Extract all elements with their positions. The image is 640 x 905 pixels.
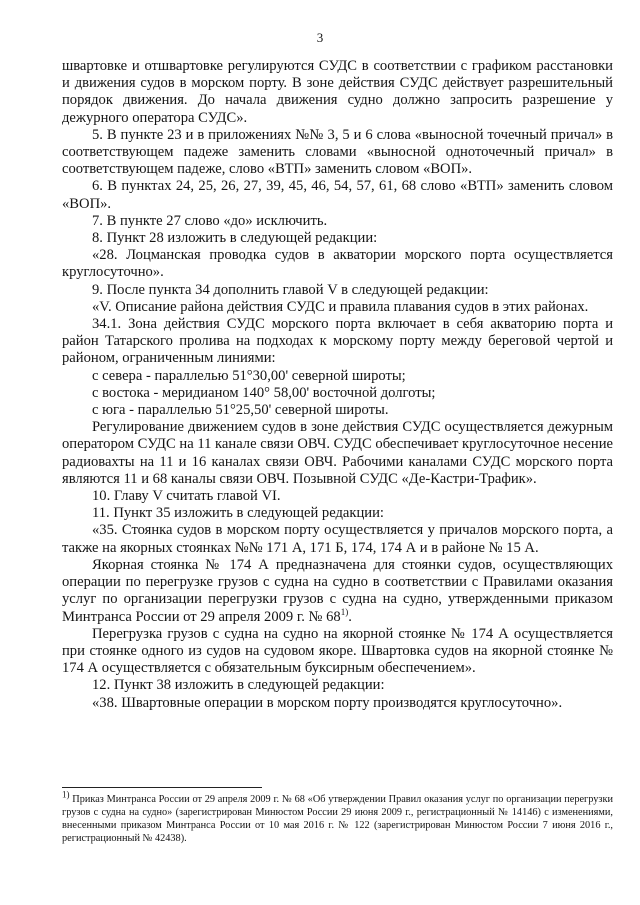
footnote-marker: 1) bbox=[62, 789, 70, 800]
paragraph: швартовке и отшвартовке регулируются СУДС в соответствии с графиком расстановки и движения судов в морском порту. В зоне действия СУДС действует разрешительный порядок движения. До начала движения судно должно запросить разрешение у дежурного оператора СУДС». bbox=[62, 58, 613, 126]
footnote-divider bbox=[62, 787, 262, 788]
paragraph: 5. В пункте 23 и в приложениях №№ 3, 5 и 6 слова «выносной точечный причал» в соответствующем падеже заменить словами «выносной одноточечный причал» в соответствующем падеже, слово «ВТП» заменить словом «ВОП». bbox=[62, 126, 613, 178]
boundary-line: с юга - параллелью 51°25,50' северной широты. bbox=[92, 402, 389, 419]
paragraph: «35. Стоянка судов в морском порту осуществляется у причалов морского порта, а также на якорных стоянках №№ 171 А, 171 Б, 174, 174 А и в районе № 15 А. bbox=[62, 522, 613, 556]
paragraph: Регулирование движением судов в зоне действия СУДС осуществляется дежурным оператором СУДС на 11 канале связи ОВЧ. СУДС обеспечивает круглосуточное несение радиовахты на 11 и 16 каналах связи ОВЧ. Рабочими каналами СУДС морского порта являются 11 и 68 каналы связи ОВЧ. Позывной СУДС «Де-Кастри-Трафик». bbox=[62, 419, 613, 487]
paragraph: 8. Пункт 28 изложить в следующей редакции: bbox=[92, 230, 378, 247]
paragraph: 34.1. Зона действия СУДС морского порта включает в себя акваторию порта и район Татарского пролива на подходах к морскому порту между береговой чертой и районом, ограниченным линиями: bbox=[62, 316, 613, 367]
paragraph: 10. Главу V считать главой VI. bbox=[92, 488, 281, 505]
paragraph-tail: . bbox=[348, 608, 352, 625]
paragraph-with-footnote-ref bbox=[62, 557, 613, 626]
chapter-heading: «V. Описание района действия СУДС и правила плавания судов в этих районах. bbox=[92, 298, 589, 315]
paragraph: 7. В пункте 27 слово «до» исключить. bbox=[92, 212, 328, 229]
footnote-text bbox=[62, 789, 613, 845]
paragraph: 11. Пункт 35 изложить в следующей редакции: bbox=[92, 505, 384, 522]
boundary-line: с востока - меридианом 140° 58,00' восточной долготы; bbox=[92, 384, 436, 401]
footnote bbox=[62, 789, 613, 845]
paragraph: Перегрузка грузов с судна на судно на якорной стоянке № 174 А осуществляется при стоянке одного из судов на судовом якоре. Швартовка судов на якорной стоянке № 174 А осуществляется с обязательным буксирным обеспечением». bbox=[62, 625, 613, 677]
paragraph: 12. Пункт 38 изложить в следующей редакции: bbox=[92, 677, 385, 694]
footnote-body: Приказ Минтранса России от 29 апреля 2009 г. № 68 «Об утверждении Правил оказания услуг по организации перегрузки грузов с судна на судно» (зарегистрирован Минюстом России 29 июня 2009 г., регистрационный № 14146) с изменениями, внесенными приказом Минтранса России от 10 мая 2016 г. № 122 (зарегистрирован Минюстом России 7 июня 2016 г., регистрационный № 42438). bbox=[62, 794, 613, 844]
paragraph: 9. После пункта 34 дополнить главой V в следующей редакции: bbox=[92, 281, 489, 298]
document-body bbox=[62, 58, 613, 712]
paragraph: «38. Швартовные операции в морском порту производятся круглосуточно». bbox=[92, 694, 563, 711]
boundary-line: с севера - параллелью 51°30,00' северной широты; bbox=[92, 367, 406, 384]
paragraph: «28. Лоцманская проводка судов в акватории морского порта осуществляется круглосуточно». bbox=[62, 247, 613, 281]
paragraph: 6. В пунктах 24, 25, 26, 27, 39, 45, 46, 54, 57, 61, 68 слово «ВТП» заменить словом «ВОП». bbox=[62, 178, 613, 212]
page-number: 3 bbox=[316, 30, 324, 45]
paragraph-text: Якорная стоянка № 174 А предназначена для стоянки судов, осуществляющих операции по перегрузке грузов с судна на судно в соответствии с Правилами оказания услуг по организации перегрузки грузов с судна на судно, утвержденными приказом Минтранса России от 29 апреля 2009 г. № 68 bbox=[62, 556, 613, 625]
footnote-reference[interactable]: 1) bbox=[340, 606, 349, 617]
